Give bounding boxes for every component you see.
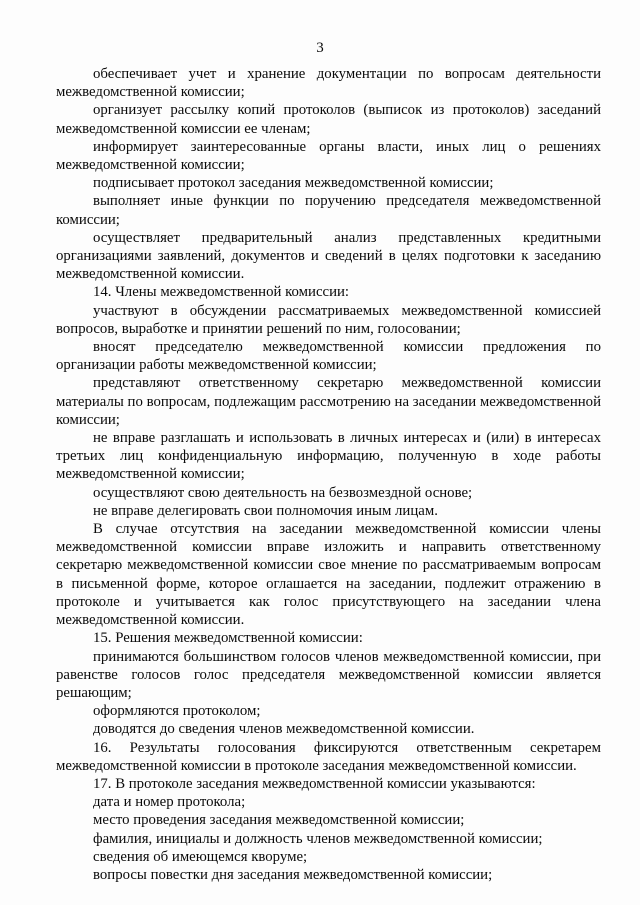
paragraph: представляют ответственному секретарю межведомственной комиссии материалы по вопросам, подлежащим рассмотрению на заседании межведомственной комиссии; (56, 375, 601, 428)
paragraph: место проведения заседания межведомственной комиссии; (93, 812, 465, 829)
paragraph: выполняет иные функции по поручению председателя межведомственной комиссии; (56, 193, 601, 228)
paragraph: участвуют в обсуждении рассматриваемых межведомственной комиссией вопросов, выработке и принятии решений по ним, голосовании; (56, 302, 601, 337)
paragraph: доводятся до сведения членов межведомственной комиссии. (93, 721, 475, 738)
paragraph: вопросы повестки дня заседания межведомственной комиссии; (93, 866, 493, 883)
paragraph: информирует заинтересованные органы власти, иных лиц о решениях межведомственной комиссии; (56, 138, 601, 174)
section-heading: 15. Решения межведомственной комиссии: (93, 630, 363, 647)
paragraph: организует рассылку копий протоколов (выписок из протоколов) заседаний межведомственной комиссии ее членам; (56, 102, 601, 137)
paragraph: подписывает протокол заседания межведомственной комиссии; (93, 175, 494, 192)
paragraph: оформляются протоколом; (93, 703, 261, 720)
paragraph: обеспечивает учет и хранение документации по вопросам деятельности межведомственной комиссии; (56, 66, 601, 101)
paragraph: осуществляют свою деятельность на безвозмездной основе; (93, 484, 473, 501)
paragraph: фамилия, инициалы и должность членов межведомственной комиссии; (93, 830, 543, 847)
page-number: 3 (316, 40, 324, 56)
section-heading: 14. Члены межведомственной комиссии: (93, 284, 350, 301)
paragraph: не вправе делегировать свои полномочия иным лицам. (93, 502, 438, 519)
paragraph: В случае отсутствия на заседании межведомственной комиссии члены межведомственной комиссии вправе изложить и направить ответственному секретарю межведомственной комиссии свое мнение по рассматриваемым вопросам в письменной форме, которое оглашается на заседании, подлежит отражению в протоколе и учитывается как голос присутствующего на заседании члена межведомственной комиссии. (56, 521, 601, 629)
paragraph: принимаются большинством голосов членов межведомственной комиссии, при равенстве голосов голос председателя межведомственной комиссии является решающим; (56, 648, 601, 701)
paragraph: дата и номер протокола; (93, 794, 246, 811)
document-body (56, 65, 601, 884)
paragraph: не вправе разглашать и использовать в личных интересах и (или) в интересах третьих лиц конфиденциальную информацию, полученную в ходе работы межведомственной комиссии; (56, 430, 601, 483)
paragraph: сведения об имеющемся кворуме; (93, 848, 308, 865)
paragraph: осуществляет предварительный анализ представленных кредитными организациями заявлений, документов и сведений в целях подготовки к заседанию межведомственной комиссии. (56, 229, 601, 283)
paragraph: 16. Результаты голосования фиксируются ответственным секретарем межведомственной комиссии в протоколе заседания межведомственной комиссии. (56, 739, 601, 774)
paragraph: вносят председателю межведомственной комиссии предложения по организации работы межведомственной комиссии; (56, 339, 601, 374)
section-heading: 17. В протоколе заседания межведомственной комиссии указываются: (93, 775, 536, 792)
